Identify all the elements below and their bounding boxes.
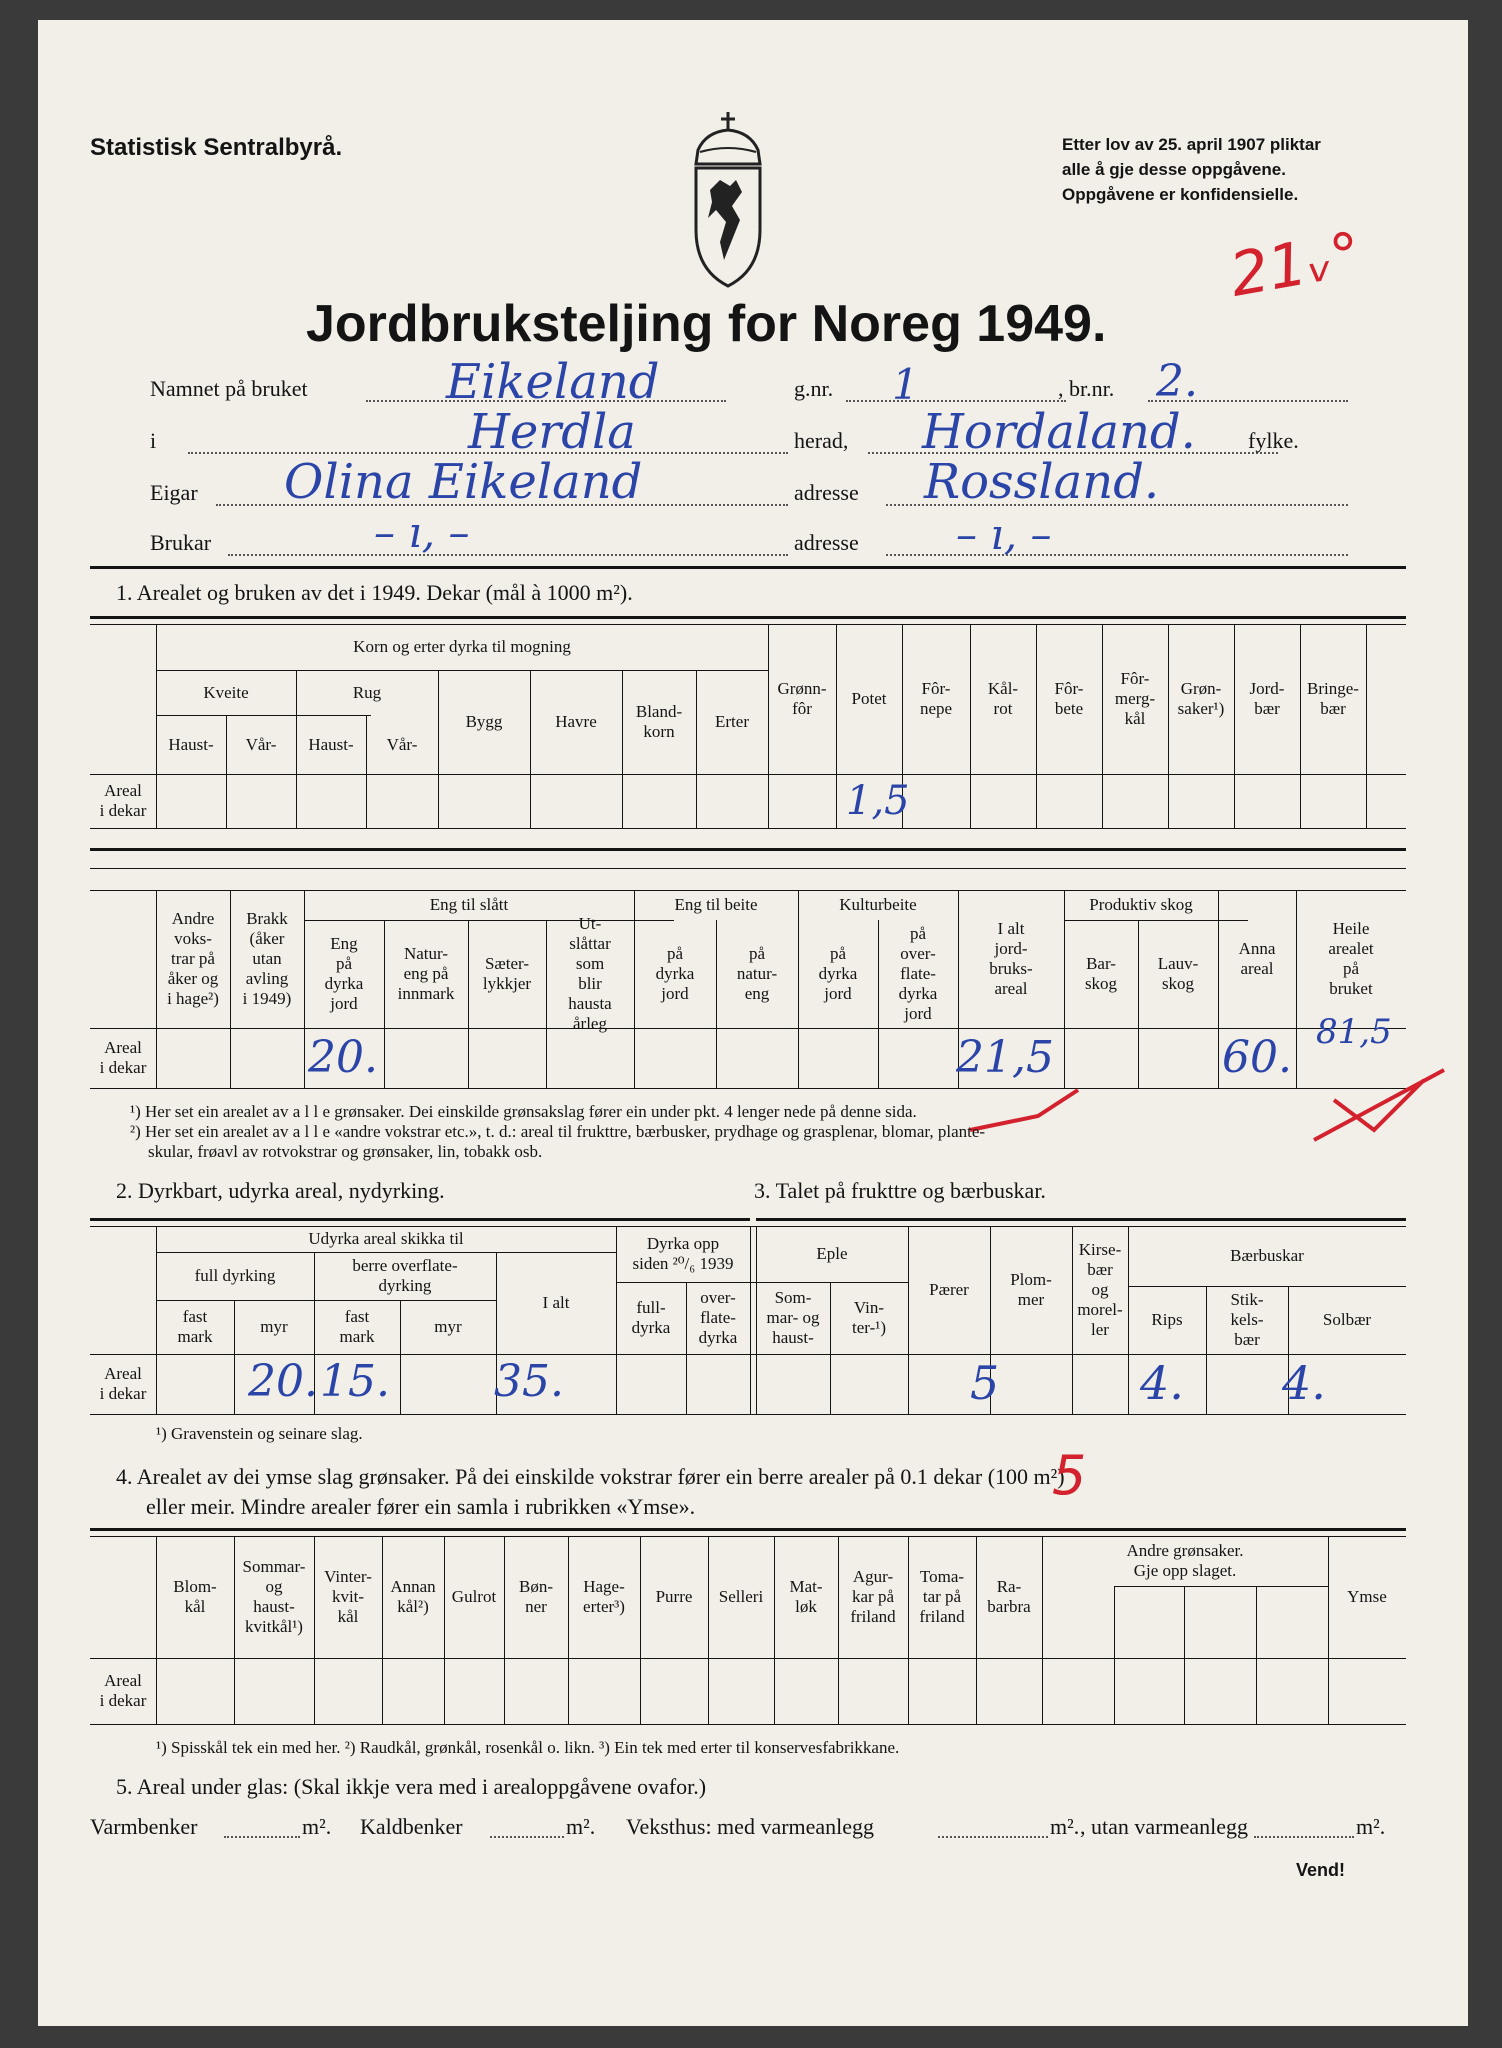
potet-value: 1,5 (846, 778, 910, 824)
berre-myr-header: myr (434, 1317, 462, 1336)
utan-varmeanlegg-label: , utan varmeanlegg (1080, 1814, 1248, 1839)
varmbenker-label: Varmbenker (90, 1814, 198, 1839)
anna-areal-header: Anna areal (1238, 939, 1276, 978)
dotted-line (490, 1836, 564, 1838)
saeterlykkjer-header: Sæter- lykkjer (482, 954, 532, 993)
tomatar-header: Toma- tar på friland (919, 1567, 965, 1626)
section2-note: ¹) Gravenstein og seinare slag. (156, 1424, 363, 1443)
law-line: Oppgåvene er konfidensielle. (1062, 185, 1299, 204)
eple-sommar-header: Som- mar- og haust- (766, 1288, 820, 1347)
beite-natur-header: på natur- eng (736, 944, 778, 1003)
fornepe-header: Fôr- nepe (919, 679, 953, 718)
kaldbenker-unit: m². (566, 1814, 596, 1839)
plommer-value: 5 (970, 1356, 1000, 1410)
jordbaer-header: Jord- bær (1249, 679, 1285, 718)
eple-header: Eple (816, 1244, 848, 1263)
kalrot-header: Kål- rot (987, 679, 1019, 718)
user-address-label: adresse (794, 530, 859, 555)
kirsebaer-header: Kirse- bær og morel- ler (1077, 1240, 1123, 1339)
forbete-header: Fôr- bete (1054, 679, 1084, 718)
bnr-value: 2. (1156, 356, 1198, 407)
rule (90, 1028, 1406, 1029)
row-label-areal: Areal i dekar (99, 1671, 147, 1710)
rule (1184, 1586, 1185, 1724)
red-annotation: 21ᵥ° (1224, 219, 1367, 311)
skog-header: Produktiv skog (1089, 895, 1193, 914)
red-check-mark-icon (968, 1082, 1138, 1142)
user-value: – ı, – (374, 508, 470, 557)
rule (90, 868, 1406, 869)
rule (90, 848, 1406, 851)
user-label: Brukar (150, 530, 212, 555)
farm-name-label: Namnet på bruket (150, 376, 308, 401)
full-myr-header: myr (260, 1317, 288, 1336)
vend-label: Vend! (1296, 1860, 1346, 1880)
agurkar-header: Agur- kar på friland (850, 1567, 896, 1626)
gronsaker-header: Grøn- saker¹) (1177, 679, 1225, 718)
rule (1366, 624, 1367, 828)
fulldyrka-header: full- dyrka (631, 1298, 671, 1337)
section5-title: 5. Areal under glas: (Skal ikkje vera med i arealoppgåvene ovafor.) (116, 1774, 707, 1799)
purre-header: Purre (655, 1587, 693, 1606)
rule (90, 566, 1406, 569)
bringebaer-header: Bringe- bær (1307, 679, 1359, 718)
potet-header: Potet (851, 689, 887, 708)
footnote-2: ²) Her set ein arealet av a l l e «andre vokstrar etc.», t. d.: areal til frukttre, bærbusker, prydhage og grasplenar, blomar, plante- (130, 1122, 986, 1141)
gronnfor-header: Grønn- fôr (777, 679, 827, 718)
solbaer-value: 4. (1282, 1356, 1326, 1410)
heile-areal-value: 81,5 (1316, 1012, 1392, 1052)
full-fast-value: 20. (248, 1356, 318, 1407)
heile-areal-header: Heile arealet på bruket (1328, 919, 1374, 998)
row-label-areal: Areal i dekar (99, 1364, 147, 1403)
dotted-line (224, 1836, 300, 1838)
rule (90, 1088, 1406, 1089)
veksthus-label: Veksthus: med varmeanlegg (626, 1814, 875, 1839)
dyrka-opp-header: Dyrka opp siden ²⁰/₆ 1939 (632, 1234, 734, 1273)
law-line: alle å gje desse oppgåvene. (1062, 160, 1286, 179)
section2-title: 2. Dyrkbart, udyrka areal, nydyrking. (116, 1178, 445, 1203)
owner-address-value: Rossland. (924, 454, 1160, 510)
grain-group-header: Korn og erter dyrka til mogning (353, 637, 571, 656)
natureng-header: Natur- eng på innmark (397, 944, 455, 1003)
berre-overflate-header: berre overflate- dyrking (352, 1256, 458, 1295)
dotted-line (228, 554, 788, 556)
eng-dyrka-header: Eng på dyrka jord (324, 934, 364, 1013)
kulturbeite-header: Kulturbeite (839, 895, 917, 914)
kveite-haust-header: Haust- (168, 734, 214, 754)
law-notice (1062, 132, 1321, 207)
owner-address-label: adresse (794, 480, 859, 505)
rule (756, 1218, 1406, 1221)
full-myr-value: 15. (320, 1356, 390, 1407)
kultur-dyrka-header: på dyrka jord (818, 944, 858, 1003)
rule (750, 1226, 751, 1414)
section3-title: 3. Talet på frukttre og bærbuskar. (754, 1178, 1046, 1203)
andre-gronsaker-header: Andre grønsaker. Gje opp slaget. (1126, 1541, 1244, 1580)
section4-title: 4. Arealet av dei ymse slag grønsaker. På dei einskilde vokstrar fører ein berre arealer på 0.1 dekar (100 m²) (116, 1464, 1065, 1489)
blandkorn-header: Bland- korn (635, 702, 683, 741)
lauvskog-header: Lauv- skog (1157, 954, 1199, 993)
blomkal-header: Blom- kål (173, 1577, 217, 1616)
gnr-label: g.nr. (794, 376, 834, 401)
s2-i-alt-value: 35. (494, 1356, 564, 1407)
red-note: 5 (1052, 1444, 1087, 1507)
varmbenker-unit: m². (302, 1814, 332, 1839)
footnote-1: ¹) Her set ein arealet av a l l e grønsaker. Dei einskilde grønsakslag fører ein under pkt. 4 lenger nede på denne sida. (130, 1102, 917, 1121)
rug-header: Rug (352, 682, 382, 702)
rule (90, 1218, 750, 1221)
rug-var-header: Vår- (386, 734, 418, 754)
kveite-header: Kveite (203, 682, 249, 702)
solbaer-header: Solbær (1322, 1310, 1372, 1329)
i-label: i (150, 428, 157, 453)
i-alt-header: I alt jord- bruks- areal (989, 919, 1033, 998)
anna-areal-value: 60. (1222, 1032, 1292, 1083)
herad-value: Herdla (468, 404, 636, 460)
utslattar-header: Ut- slåttar som blir hausta årleg (568, 914, 612, 1033)
berre-fast-header: fast mark (339, 1307, 375, 1346)
brakk-header: Brakk (åker utan avling i 1949) (242, 909, 292, 1008)
fylke-value: Hordaland. (922, 404, 1196, 460)
rule (90, 1528, 1406, 1531)
agency-name: Statistisk Sentralbyrå. (90, 134, 343, 161)
farm-name-value: Eikeland (446, 354, 660, 410)
stikkelsbaer-header: Stik- kels- bær (1230, 1290, 1264, 1349)
row-label-areal: Areal i dekar (99, 1038, 147, 1077)
barskog-header: Bar- skog (1084, 954, 1118, 993)
utan-unit: m². (1356, 1814, 1386, 1839)
gulrot-header: Gulrot (451, 1587, 497, 1606)
ymse-header: Ymse (1347, 1587, 1387, 1606)
section4-title-cont: eller meir. Mindre arealer fører ein samla i rubrikken «Ymse». (146, 1494, 696, 1519)
full-dyrking-header: full dyrking (194, 1266, 276, 1285)
i-alt-value: 21,5 (956, 1032, 1054, 1083)
red-correction-mark-icon (1294, 1040, 1454, 1150)
eng-beite-header: Eng til beite (674, 895, 758, 914)
rips-header: Rips (1151, 1310, 1183, 1329)
row-label-areal: Areal i dekar (99, 781, 147, 820)
rule (90, 774, 1406, 775)
form-sheet (38, 20, 1468, 2026)
erter-header: Erter (715, 712, 749, 731)
eng-slatt-header: Eng til slått (429, 895, 509, 914)
s2-i-alt-header: I alt (542, 1293, 570, 1312)
dotted-line (846, 400, 1066, 402)
rule (90, 1354, 1406, 1355)
beite-dyrka-header: på dyrka jord (655, 944, 695, 1003)
baerbuskar-header: Bærbuskar (1230, 1246, 1304, 1265)
rule (1114, 1586, 1115, 1724)
rule (90, 616, 1406, 619)
andre-vokstrar-header: Andre voks- trar på åker og i hage²) (167, 909, 219, 1008)
rule (90, 1658, 1406, 1659)
owner-value: Olina Eikeland (284, 454, 643, 510)
herad-label: herad, (794, 428, 849, 453)
rule (1256, 1586, 1257, 1724)
owner-label: Eigar (150, 480, 198, 505)
fylke-label: fylke. (1248, 428, 1299, 453)
bonner-header: Bøn- ner (519, 1577, 553, 1616)
plommer-header: Plom- mer (1010, 1270, 1052, 1309)
paerer-header: Pærer (929, 1280, 969, 1299)
bygg-header: Bygg (465, 712, 503, 731)
hageerter-header: Hage- erter³) (583, 1577, 625, 1616)
formergkal-header: Fôr- merg- kål (1114, 669, 1156, 728)
kultur-overflate-header: på over- flate- dyrka jord (898, 924, 938, 1023)
veksthus-unit: m². (1050, 1814, 1080, 1839)
udyrka-header: Udyrka areal skikka til (308, 1229, 464, 1248)
rug-haust-header: Haust- (308, 734, 354, 754)
bnr-label: , br.nr. (1058, 376, 1115, 401)
vinterkvitkal-header: Vinter- kvit- kål (324, 1567, 372, 1626)
eng-dyrka-value: 20. (308, 1032, 378, 1083)
gnr-value: 1 (892, 360, 919, 409)
sommarkvitkal-header: Sommar- og haust- kvitkål¹) (242, 1557, 306, 1636)
coat-of-arms-icon (686, 110, 770, 290)
rule (90, 1414, 1406, 1415)
form-title: Jordbruksteljing for Noreg 1949. (306, 295, 1107, 353)
user-address-value: – ı, – (956, 510, 1052, 559)
overflatedyrka-header: over- flate- dyrka (698, 1288, 738, 1347)
law-line: Etter lov av 25. april 1907 pliktar (1062, 135, 1321, 154)
dotted-line (1254, 1836, 1354, 1838)
full-fast-header: fast mark (177, 1307, 213, 1346)
rips-value: 4. (1140, 1356, 1184, 1410)
rabarbra-header: Ra- barbra (987, 1577, 1031, 1616)
matlok-header: Mat- løk (789, 1577, 823, 1616)
rule (1114, 1586, 1328, 1587)
kveite-var-header: Vår- (245, 734, 277, 754)
kaldbenker-label: Kaldbenker (360, 1814, 463, 1839)
footnote-2-cont: skular, frøavl av rotvokstrar og grønsaker, lin, tobakk osb. (148, 1142, 543, 1161)
annan-kal-header: Annan kål²) (390, 1577, 436, 1616)
rule (90, 1724, 1406, 1725)
rule (90, 828, 1406, 829)
eple-vinter-header: Vin- ter-¹) (851, 1298, 886, 1337)
selleri-header: Selleri (718, 1587, 764, 1606)
section4-note: ¹) Spisskål tek ein med her. ²) Raudkål, grønkål, rosenkål o. likn. ³) Ein tek med erter til konservesfabrikkane. (156, 1738, 900, 1757)
havre-header: Havre (555, 712, 597, 731)
dotted-line (938, 1836, 1048, 1838)
section1-title: 1. Arealet og bruken av det i 1949. Dekar (mål à 1000 m²). (116, 580, 633, 605)
